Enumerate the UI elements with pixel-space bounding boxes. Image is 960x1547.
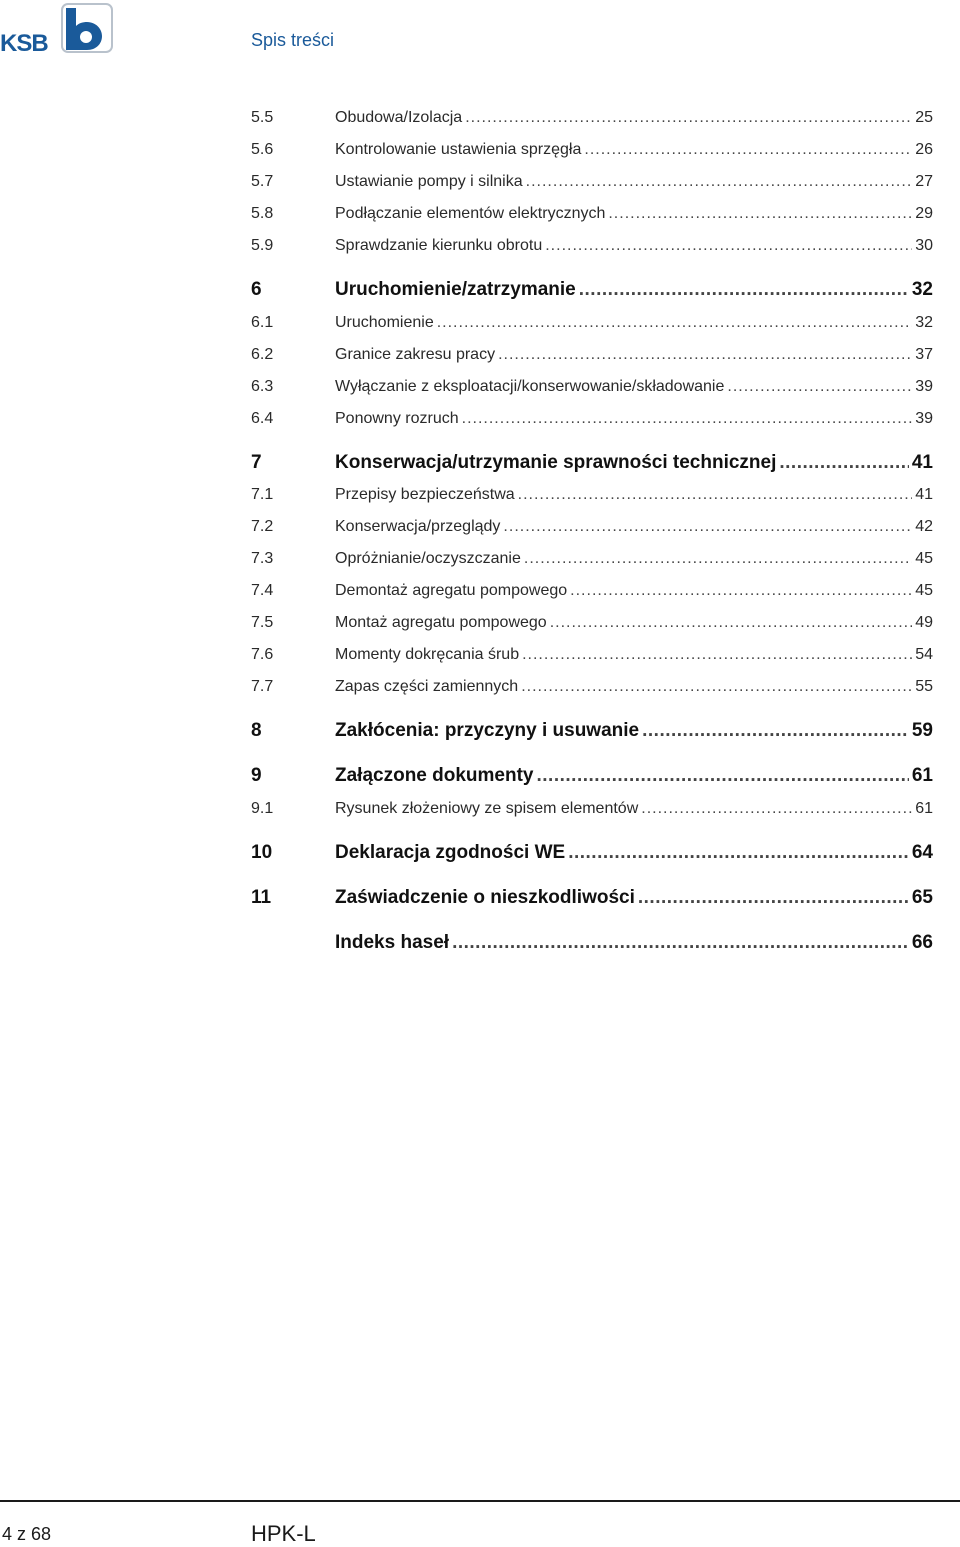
toc-entry-number: 6.2 (251, 346, 274, 363)
toc-entry-page: 42 (915, 518, 933, 535)
toc-entry[interactable] (251, 170, 933, 194)
toc-entry-page: 54 (915, 646, 933, 663)
toc-dot-leader (465, 106, 912, 130)
toc-entry-number: 5.7 (251, 173, 274, 190)
toc-entry[interactable] (251, 797, 933, 821)
footer-divider (0, 1500, 960, 1502)
toc-entry-title: Granice zakresu pracy (335, 346, 496, 363)
toc-entry[interactable] (251, 675, 933, 699)
toc-entry-page: 32 (911, 279, 933, 300)
toc-entry-title: Opróżnianie/oczyszczanie (335, 550, 521, 567)
toc-dot-leader (545, 234, 912, 258)
toc-entry[interactable] (251, 719, 933, 743)
toc-entry-number: 11 (251, 887, 272, 908)
toc-entry-number: 5.6 (251, 141, 274, 158)
toc-entry-page: 27 (915, 173, 933, 190)
toc-entry-number: 7.5 (251, 614, 274, 631)
toc-entry[interactable] (251, 547, 933, 571)
toc-entry-title: Deklaracja zgodności WE (335, 842, 566, 863)
toc-entry-page: 61 (915, 800, 933, 817)
toc-entry-page: 37 (915, 346, 933, 363)
toc-dot-leader (503, 515, 912, 539)
toc-dot-leader (642, 719, 909, 743)
toc-entry-number: 5.5 (251, 109, 274, 126)
toc-entry-title: Zakłócenia: przyczyny i usuwanie (335, 720, 640, 741)
toc-entry-page: 45 (915, 582, 933, 599)
toc-entry-number: 7.2 (251, 518, 274, 535)
toc-entry-number: 9.1 (251, 800, 274, 817)
toc-entry[interactable] (251, 138, 933, 162)
toc-entry-page: 45 (915, 550, 933, 567)
toc-entry-page: 55 (915, 678, 933, 695)
toc-entry-page: 39 (915, 410, 933, 427)
toc-entry-page: 66 (911, 932, 933, 953)
toc-entry[interactable] (251, 579, 933, 603)
page-title: Spis treści (251, 30, 335, 50)
toc-entry-page: 41 (915, 486, 933, 503)
toc-entry-title: Indeks haseł (335, 932, 450, 953)
toc-entry-number: 6.3 (251, 378, 274, 395)
toc-entry-number: 5.8 (251, 205, 274, 222)
toc-entry-page: 29 (915, 205, 933, 222)
toc-entry-number: 6 (251, 279, 262, 300)
toc-entry[interactable] (251, 202, 933, 226)
toc-dot-leader (584, 138, 912, 162)
toc-entry-page: 39 (915, 378, 933, 395)
toc-entry-title: Demontaż agregatu pompowego (335, 582, 568, 599)
toc-entry-title: Rysunek złożeniowy ze spisem elementów (335, 800, 639, 817)
toc-entry[interactable] (251, 886, 933, 910)
toc-entry[interactable] (251, 311, 933, 335)
toc-dot-leader (579, 278, 909, 302)
toc-entry-title: Uruchomienie/zatrzymanie (335, 279, 576, 300)
toc-entry-number: 6.4 (251, 410, 274, 427)
toc-dot-leader (437, 311, 912, 335)
toc-entry[interactable] (251, 407, 933, 431)
document-name: HPK-L (251, 1521, 316, 1546)
toc-entry-number: 9 (251, 765, 262, 786)
toc-entry-title: Podłączanie elementów elektrycznych (335, 205, 606, 222)
toc-entry-page: 64 (911, 842, 933, 863)
toc-entry[interactable] (251, 234, 933, 258)
toc-entry-title: Montaż agregatu pompowego (335, 614, 547, 631)
toc-entry-title: Konserwacja/utrzymanie sprawności technicznej (335, 452, 777, 473)
toc-dot-leader (498, 343, 912, 367)
toc-entry-number: 7.4 (251, 582, 274, 599)
toc-entry-page: 59 (911, 720, 933, 741)
toc-entry-title: Przepisy bezpieczeństwa (335, 486, 515, 503)
toc-dot-leader (537, 764, 909, 788)
toc-entry-title: Obudowa/Izolacja (335, 109, 463, 126)
page-header (0, 0, 960, 60)
toc-dot-leader (641, 797, 912, 821)
toc-entry-page: 30 (915, 237, 933, 254)
toc-entry[interactable] (251, 515, 933, 539)
toc-entry-page: 32 (915, 314, 933, 331)
toc-entry-page: 49 (915, 614, 933, 631)
toc-dot-leader (727, 375, 912, 399)
toc-entry-number: 6.1 (251, 314, 274, 331)
toc-entry-number: 7.1 (251, 486, 274, 503)
toc-entry-title: Kontrolowanie ustawienia sprzęgła (335, 141, 582, 158)
toc-entry[interactable] (251, 451, 933, 475)
toc-dot-leader (638, 886, 909, 910)
toc-entry[interactable] (251, 643, 933, 667)
toc-entry-number: 8 (251, 720, 262, 741)
toc-dot-leader (526, 170, 913, 194)
toc-entry[interactable] (251, 611, 933, 635)
toc-dot-leader (550, 611, 913, 635)
toc-entry-number: 7.7 (251, 678, 274, 695)
toc-entry[interactable] (251, 343, 933, 367)
ksb-logo (0, 2, 116, 54)
toc-entry-title: Konserwacja/przeglądy (335, 518, 501, 535)
toc-entry-page: 61 (911, 765, 933, 786)
toc-dot-leader (518, 483, 913, 507)
toc-entry-page: 41 (911, 452, 933, 473)
toc-entry-number: 7 (251, 452, 262, 473)
toc-dot-leader (608, 202, 912, 226)
toc-entry[interactable] (251, 278, 933, 302)
toc-dot-leader (570, 579, 912, 603)
toc-entry[interactable] (251, 375, 933, 399)
toc-dot-leader (524, 547, 912, 571)
toc-entry-page: 26 (915, 141, 933, 158)
toc-entry-page: 25 (915, 109, 933, 126)
toc-entry-title: Uruchomienie (335, 314, 434, 331)
toc-entry-title: Ponowny rozruch (335, 410, 459, 427)
toc-entry[interactable] (251, 106, 933, 130)
toc-dot-leader (568, 841, 909, 865)
toc-entry-title: Ustawianie pompy i silnika (335, 173, 523, 190)
toc-entry[interactable] (251, 483, 933, 507)
page-number: 4 z 68 (2, 1524, 52, 1544)
svg-text:KSB: KSB (0, 30, 48, 54)
toc-entry-title: Wyłączanie z eksploatacji/konserwowanie/składowanie (335, 378, 725, 395)
toc-dot-leader (521, 675, 912, 699)
toc-entry-title: Momenty dokręcania śrub (335, 646, 520, 663)
toc-entry-number: 7.3 (251, 550, 274, 567)
toc-dot-leader (522, 643, 912, 667)
toc-dot-leader (462, 407, 913, 431)
toc-entry-number: 10 (251, 842, 273, 863)
toc-entry-number: 5.9 (251, 237, 274, 254)
toc-entry-title: Załączone dokumenty (335, 765, 534, 786)
toc-entry-title: Zapas części zamiennych (335, 678, 519, 695)
toc-entry[interactable] (251, 931, 933, 955)
toc-dot-leader (779, 451, 908, 475)
toc-entry-title: Sprawdzanie kierunku obrotu (335, 237, 543, 254)
toc-entry[interactable] (251, 841, 933, 865)
toc-entry-title: Zaświadczenie o nieszkodliwości (335, 887, 635, 908)
toc-entry[interactable] (251, 764, 933, 788)
toc-entry-page: 65 (911, 887, 933, 908)
toc-entry-number: 7.6 (251, 646, 274, 663)
toc-dot-leader (452, 931, 909, 955)
